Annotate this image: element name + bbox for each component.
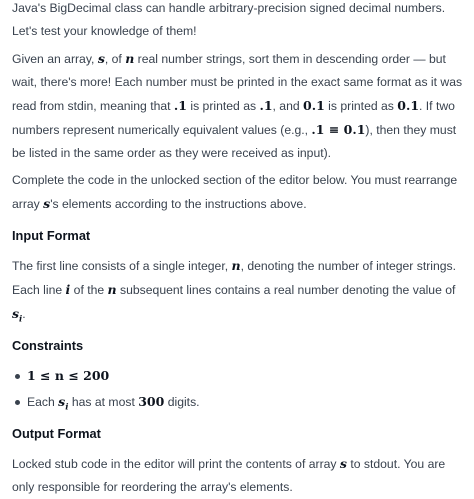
output-text-1: Locked stub code in the editor will print the contents of array <box>12 457 340 471</box>
output-text-2: to stdout. You are only responsible for reordering the array's elements. <box>12 457 446 494</box>
input-text-2: , denoting the number of integer strings. <box>240 259 457 273</box>
output-format-paragraph <box>12 452 466 499</box>
input-text-3: Each line <box>12 283 66 297</box>
input-text-6: . <box>22 307 26 321</box>
constraint-text-1: Each <box>27 395 59 409</box>
math-example-2: .1 <box>259 98 273 113</box>
math-equivalence: .1 ≡ 0.1 <box>311 122 366 137</box>
input-text-1: The first line consists of a single integer, <box>12 259 232 273</box>
math-constraint-n: 1 ≤ n ≤ 200 <box>27 368 110 383</box>
math-300: 300 <box>138 394 165 409</box>
input-format-heading: Input Format <box>12 228 91 243</box>
math-n: n <box>231 258 241 273</box>
task-text-4: is printed as <box>186 99 260 113</box>
task-text-6: is printed as <box>324 99 398 113</box>
task-text-8: ), then they must be listed in the same order as they were received as input). <box>12 123 457 160</box>
math-i: i <box>65 282 71 297</box>
constraints-heading: Constraints <box>12 338 84 353</box>
task-text-2: , of <box>104 52 126 66</box>
task-text-1: Given an array, <box>12 52 98 66</box>
task-text-7: . If two numbers represent numerically equivalent values (e.g., <box>12 99 455 137</box>
output-format-heading: Output Format <box>12 426 101 441</box>
math-s: s <box>339 456 347 471</box>
math-n: n <box>107 282 117 297</box>
constraint-item <box>27 364 466 388</box>
input-text-5: subsequent lines contains a real number denoting the value of <box>116 283 456 297</box>
task-paragraph <box>12 47 466 165</box>
math-example-1: .1 <box>173 98 187 113</box>
complete-paragraph <box>12 169 466 216</box>
intro-paragraph <box>12 0 466 43</box>
math-s-i: s <box>12 306 20 321</box>
input-text-4: of the <box>70 283 108 297</box>
constraints-list <box>12 364 466 414</box>
complete-text-2: 's elements according to the instructions above. <box>50 197 307 211</box>
task-text-3: real number strings, sort them in descending order — but wait, there's more! Each number must be printed in the exact same format as it was read from stdin, meaning that <box>12 52 463 113</box>
math-s: s <box>97 51 105 66</box>
constraint-text-3: digits. <box>164 395 200 409</box>
constraint-text-2: has at most <box>68 395 139 409</box>
math-subscript-i: i <box>19 314 23 325</box>
math-subscript-i: i <box>65 402 69 413</box>
math-s: s <box>43 196 51 211</box>
math-example-3: 0.1 <box>303 98 325 113</box>
math-n: n <box>125 51 135 66</box>
intro-text: Java's BigDecimal class can handle arbitrary-precision signed decimal numbers. Let's test your knowledge of them! <box>12 1 446 38</box>
task-text-5: , and <box>272 99 304 113</box>
math-example-4: 0.1 <box>397 98 420 113</box>
complete-text-1: Complete the code in the unlocked section of the editor below. You must rearrange array <box>12 173 458 211</box>
math-s-i: s <box>58 394 66 409</box>
input-format-line-1 <box>12 254 466 326</box>
constraint-item <box>27 390 466 414</box>
